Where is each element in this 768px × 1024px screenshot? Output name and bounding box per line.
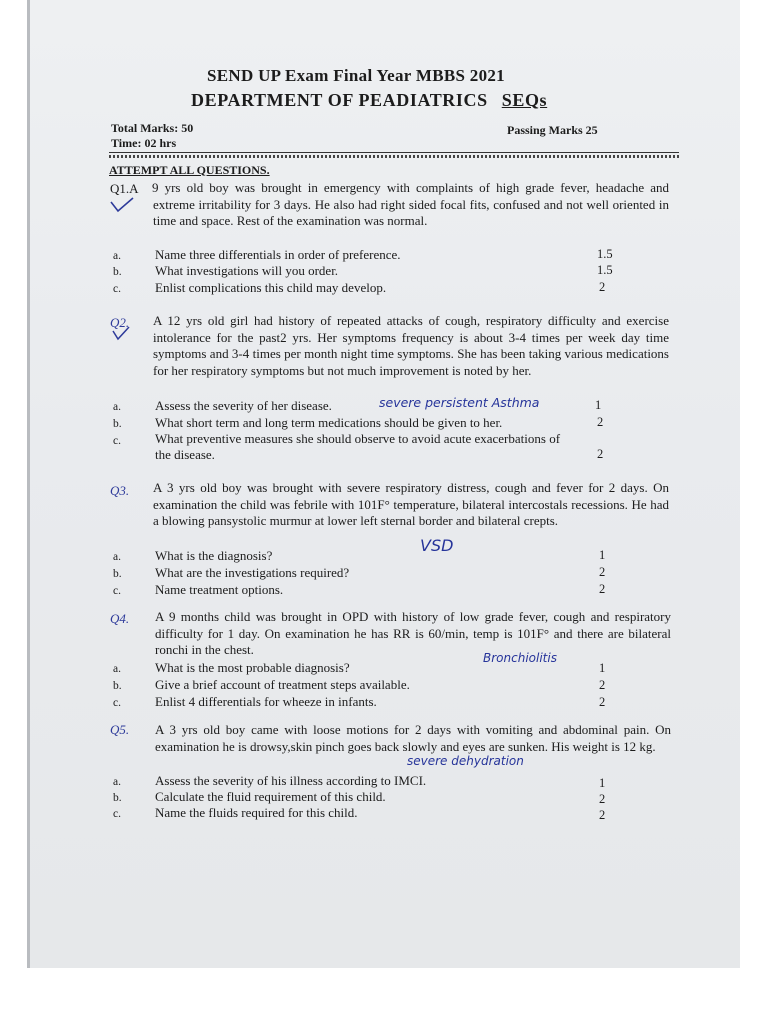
part-text: Enlist complications this child may develop. <box>155 280 387 295</box>
part-marks: 1 <box>599 776 606 790</box>
part-marks: 1.5 <box>597 247 613 261</box>
part-text: Calculate the fluid requirement of this child. <box>155 789 386 804</box>
exam-paper <box>27 0 740 968</box>
part-label: c. <box>113 808 121 820</box>
question-stem: 9 yrs old boy was brought in emergency with complaints of high grade fever, headache and extreme irritability for 3 days. He also had right sided focal fits, confused and not well oriented in time and space. Rest of the examination was normal. <box>152 180 669 229</box>
part-marks: 2 <box>599 280 606 294</box>
department-title <box>191 90 547 111</box>
handwritten-answer: Bronchiolitis <box>483 651 557 665</box>
part-marks: 2 <box>599 678 606 692</box>
part-marks: 2 <box>599 808 606 822</box>
part-marks: 1 <box>599 661 606 675</box>
part-label: a. <box>113 663 121 675</box>
question-stem: A 9 months child was brought in OPD with history of low grade fever, cough and respiratory difficulty for 1 day. On examination he has RR is 60/min, temp is 101F° and there are bilateral ronchi in the chest. <box>155 609 671 658</box>
exam-title: SEND UP Exam Final Year MBBS 2021 <box>207 66 505 85</box>
question-number: Q1.A <box>110 181 139 196</box>
part-label: a. <box>113 250 121 262</box>
part-text: Enlist 4 differentials for wheeze in infants. <box>155 694 377 709</box>
part-marks: 2 <box>597 447 604 461</box>
part-label: c. <box>113 585 121 597</box>
header-rule <box>109 152 679 153</box>
part-marks: 1.5 <box>597 263 613 277</box>
part-label: a. <box>113 776 121 788</box>
part-label: b. <box>113 680 122 692</box>
part-text: Assess the severity of her disease. <box>155 398 332 413</box>
part-text: Name the fluids required for this child. <box>155 805 358 820</box>
header-rule-dotted <box>109 155 679 158</box>
department-name: DEPARTMENT OF PEADIATRICS <box>191 90 488 110</box>
part-text: What short term and long term medications should be given to her. <box>155 415 503 430</box>
instruction: ATTEMPT ALL QUESTIONS. <box>109 163 270 177</box>
part-text: Give a brief account of treatment steps available. <box>155 677 410 692</box>
seqs-label: SEQs <box>501 90 548 110</box>
question-stem: A 12 yrs old girl had history of repeated attacks of cough, respiratory difficulty and exercise intolerance for the past2 yrs. Her symptoms frequency is about 3-4 times per week day time symptoms and 3-4 times per month night time symptoms. She has been taking various medications for her respiratory symptoms but not much improvement is noted by her. <box>153 313 669 378</box>
part-text: What is the diagnosis? <box>155 548 273 563</box>
question-number: Q5. <box>110 722 130 737</box>
question-number: Q4. <box>110 611 130 626</box>
part-text: Name treatment options. <box>155 582 284 597</box>
part-marks: 2 <box>599 582 606 596</box>
part-text: What are the investigations required? <box>155 565 350 580</box>
checkmark-icon <box>111 326 131 342</box>
passing-marks: Passing Marks 25 <box>507 123 598 137</box>
part-marks: 2 <box>599 792 606 806</box>
handwritten-answer: severe dehydration <box>407 754 524 768</box>
part-marks: 1 <box>595 398 602 412</box>
part-text-continued: the disease. <box>155 447 215 462</box>
part-label: a. <box>113 551 121 563</box>
part-marks: 1 <box>599 548 606 562</box>
total-marks: Total Marks: 50 <box>111 121 194 135</box>
part-label: b. <box>113 266 122 278</box>
part-label: b. <box>113 568 122 580</box>
part-text: Assess the severity of his illness according to IMCI. <box>155 773 427 788</box>
question-stem: A 3 yrs old boy came with loose motions for 2 days with vomiting and abdominal pain. On examination he is drowsy,skin pinch goes back slowly and eyes are sunken. His weight is 12 kg. <box>155 722 671 754</box>
question-stem: A 3 yrs old boy was brought with severe respiratory distress, cough and fever for 2 days. On examination the child was febrile with 101F° temperature, bilateral intercostals recessions. He had a blowing pansystolic murmur at lower left sternal border and bilateral crepts. <box>153 480 669 529</box>
part-label: c. <box>113 435 121 447</box>
part-label: c. <box>113 697 121 709</box>
part-label: a. <box>113 401 121 413</box>
checkmark-icon <box>109 196 135 214</box>
part-marks: 2 <box>599 565 606 579</box>
part-text: What preventive measures she should observe to avoid acute exacerbations of <box>155 431 561 446</box>
time-allowed: Time: 02 hrs <box>111 136 177 150</box>
part-marks: 2 <box>597 415 604 429</box>
question-number: Q2. <box>110 315 130 330</box>
part-label: b. <box>113 418 122 430</box>
part-text: What investigations will you order. <box>155 263 339 278</box>
part-label: c. <box>113 283 121 295</box>
handwritten-answer: VSD <box>420 536 454 555</box>
part-label: b. <box>113 792 122 804</box>
part-text: Name three differentials in order of preference. <box>155 247 401 262</box>
handwritten-answer: severe persistent Asthma <box>379 395 540 410</box>
question-number: Q3. <box>110 483 130 498</box>
part-text: What is the most probable diagnosis? <box>155 660 350 675</box>
part-marks: 2 <box>599 695 606 709</box>
paper-edge <box>27 0 30 968</box>
